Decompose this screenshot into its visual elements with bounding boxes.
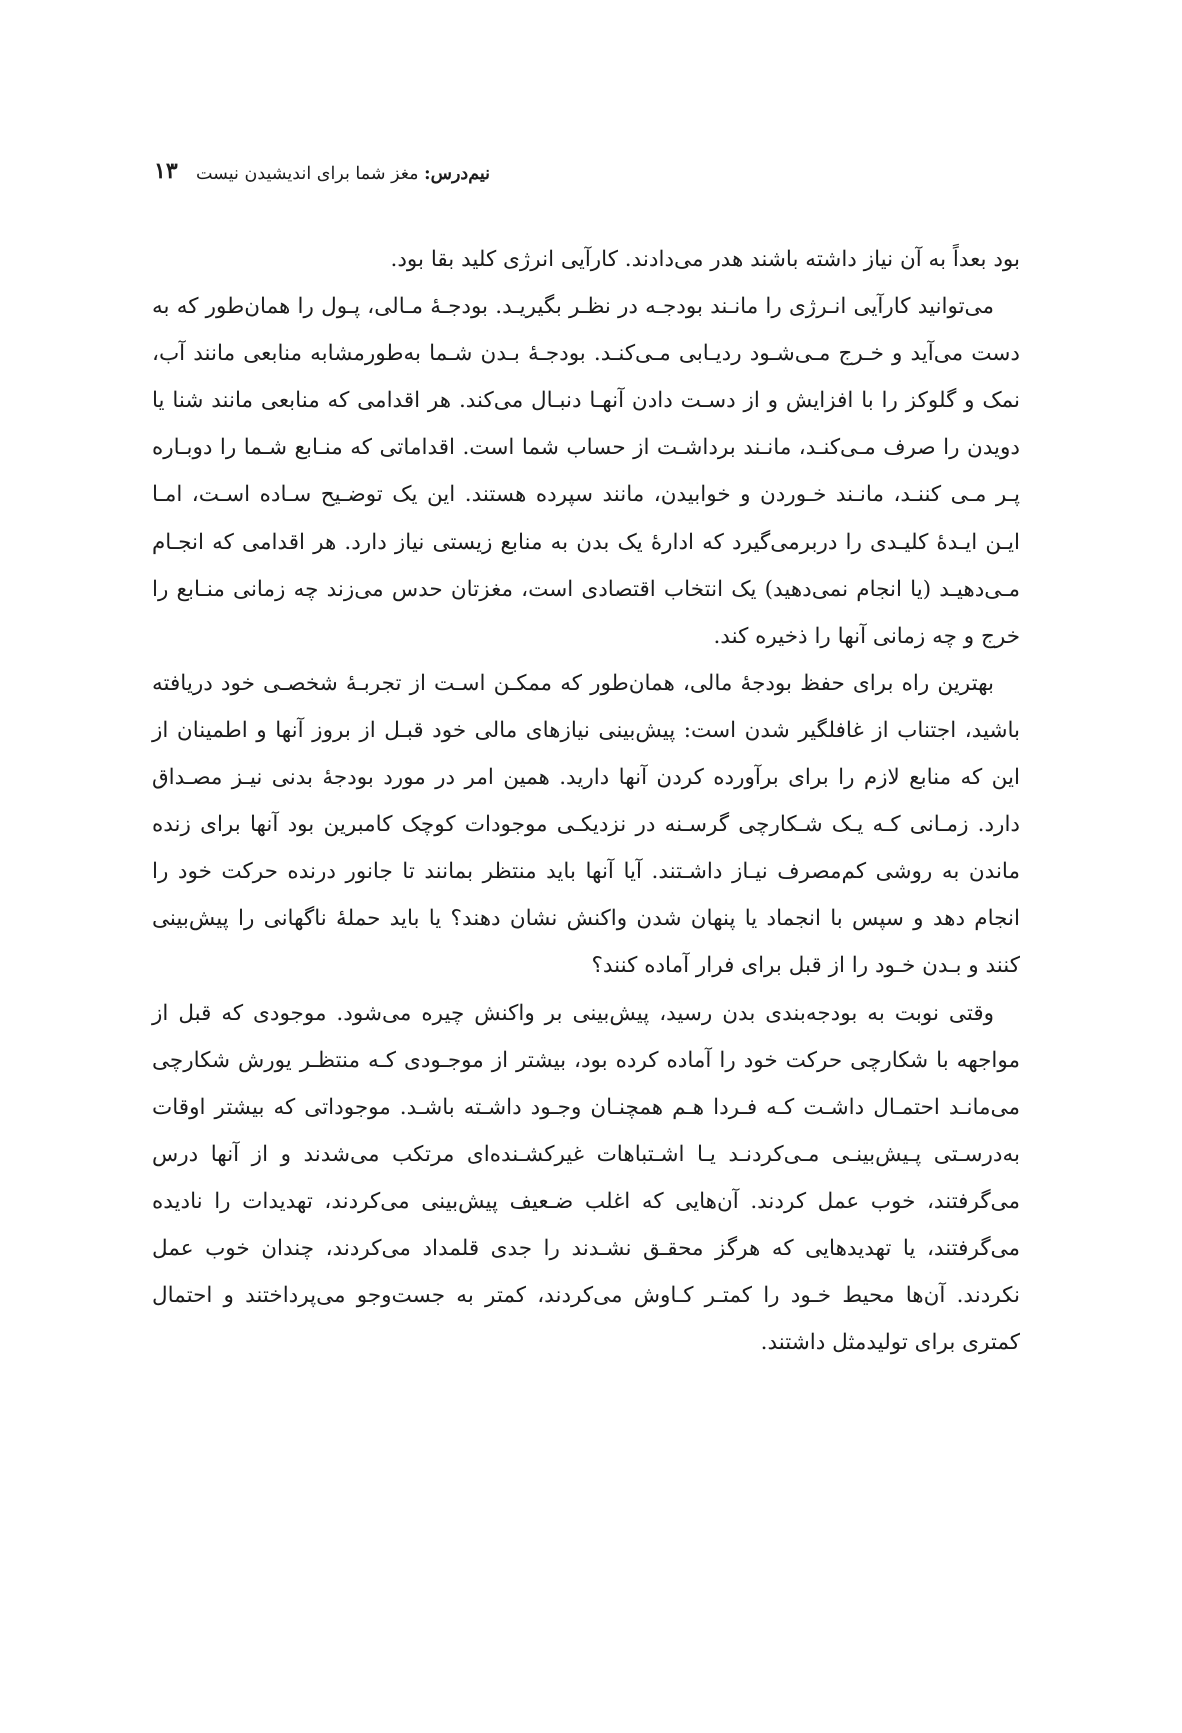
- paragraph-4: وقتی نوبت به بودجه‌بندی بدن رسید، پیش‌بینی بر واکنش چیره می‌شود. موجودی که قبل از مواجهه با شکارچی حرکت خود را آماده کرده بود، بیشتر از موجـودی کـه منتظـر یورش شکارچی می‌مانـد احتمـال داشـت کـه فـردا هـم همچنـان وجـود داشـته باشـد. موجوداتی که بیشتر اوقات به‌درسـتی پـیش‌بینـی مـی‌کردنـد یـا اشـتباهات غیرکشـنده‌ای مرتکب می‌شدند و از آنها درس می‌گرفتند، خوب عمل کردند. آن‌هایی که اغلب ضـعیف پیش‌بینی می‌کردند، تهدیدات را نادیده می‌گرفتند، یا تهدیدهایی که هرگز محقـق نشـدند را جدی قلمداد می‌کردند، چندان خوب عمل نکردند. آن‌ها محیط خـود را کمتـر کـاوش می‌کردند، کمتر به جست‌وجو می‌پرداختند و احتمال کمتری برای تولیدمثل داشتند.: [152, 1000, 1020, 1356]
- chapter-label: نیم‌درس:: [424, 164, 490, 184]
- body-text: [152, 236, 1020, 1366]
- running-header: [150, 158, 490, 190]
- page-number: ۱۳: [154, 158, 178, 184]
- chapter-title: مغز شما برای اندیشیدن نیست: [195, 164, 419, 184]
- paragraph-1: بود بعداً به آن نیاز داشته باشند هدر می‌دادند. کارآیی انرژی کلید بقا بود.: [390, 247, 1020, 272]
- paragraph-3: بهترین راه برای حفظ بودجهٔ مالی، همان‌طور که ممکـن اسـت از تجربـهٔ شخصـی خود دریافته باشید، اجتناب از غافلگیر شدن است: پیش‌بینی نیازهای مالی خود قبـل از بروز آنها و اطمینان از این که منابع لازم را برای برآورده کردن آنها دارید. همین امر در مورد بودجهٔ بدنی نیـز مصـداق دارد. زمـانی کـه یـک شـکارچی گرسـنه در نزدیکـی موجودات کوچک کامبرین بود آنها برای زنده ماندن به روشی کم‌مصرف نیـاز داشـتند. آیا آنها باید منتظر بمانند تا جانور درنده حرکت خود را انجام دهد و سپس با انجماد یا پنهان شدن واکنش نشان دهند؟ یا باید حملهٔ ناگهانی را پیش‌بینی کنند و بـدن خـود را از قبل برای فرار آماده کنند؟: [152, 670, 1020, 979]
- paragraph-2: می‌توانید کارآیی انـرژی را مانـند بودجـه در نظـر بگیریـد. بودجـهٔ مـالی، پـول را همان‌طور که به دست می‌آید و خـرج مـی‌شـود ردیـابی مـی‌کنـد. بودجـهٔ بـدن شـما به‌طورمشابه منابعی مانند آب، نمک و گلوکز را با افزایش و از دسـت دادن آنهـا دنبـال می‌کند. هر اقدامی که منابعی مانند شنا یا دویدن را صرف مـی‌کنـد، مانـند برداشـت از حساب شما است. اقداماتی که منـابع شـما را دوبـاره پـر مـی کننـد، مانـند خـوردن و خوابیدن، مانند سپرده هستند. این یک توضـیح سـاده اسـت، امـا ایـن ایـدهٔ کلیـدی را دربرمی‌گیرد که ادارهٔ یک بدن به منابع زیستی نیاز دارد. هر اقدامی که انجـام مـی‌دهیـد (یا انجام نمی‌دهید) یک انتخاب اقتصادی است، مغزتان حدس می‌زند چه زمانی منـابع را خرج و چه زمانی آنها را ذخیره کند.: [152, 294, 1020, 649]
